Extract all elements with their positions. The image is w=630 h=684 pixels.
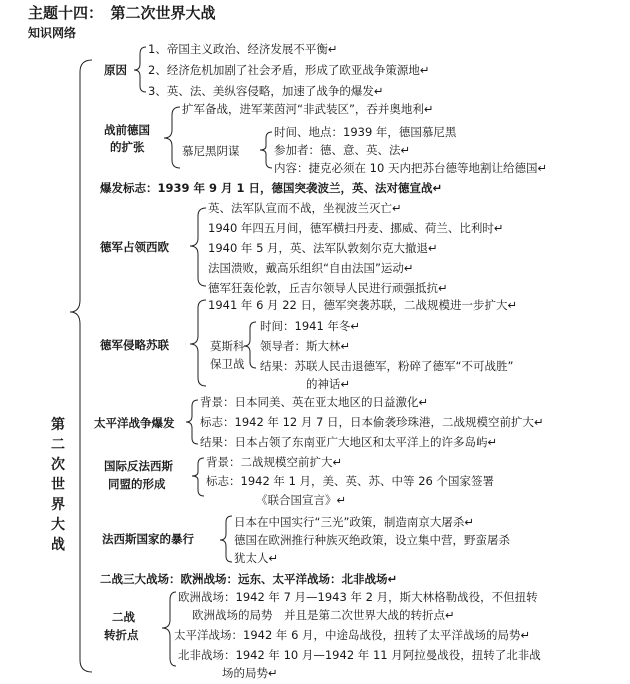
munich-item: 参加者：德、意、英、法↵ — [274, 143, 411, 157]
alliance-item: 背景：二战规模空前扩大↵ — [206, 455, 343, 469]
prewar-expansion: 扩军备战，进军莱茵河“非武装区”，吞并奥地利↵ — [182, 102, 434, 116]
cause-item: 2、经济危机加剧了社会矛盾，形成了欧亚战争策源地↵ — [148, 63, 430, 77]
west-item: 法国溃败，戴高乐组织“自由法国”运动↵ — [208, 261, 414, 275]
prewar-label-1: 战前德国 — [104, 123, 150, 137]
pacific-item: 背景：日本同美、英在亚太地区的日益激化↵ — [200, 395, 429, 409]
causes-brace — [134, 47, 146, 92]
root-char: 大 — [51, 517, 65, 533]
soviet-label: 德军侵略苏联 — [100, 338, 169, 352]
root-char: 次 — [51, 457, 65, 473]
pacific-brace — [186, 400, 198, 444]
turning-item: 欧洲战场的局势 并且是第二次世界大战的转折点↵ — [192, 608, 455, 622]
page-subtitle: 知识网络 — [28, 26, 77, 40]
root-char: 二 — [51, 437, 65, 453]
alliance-item: 标志：1942 年 1 月，美、英、苏、中等 26 个国家签署 — [206, 474, 494, 488]
prewar-label-2: 的扩张 — [110, 140, 145, 154]
west-item: 1940 年 5 月，英、法军队敦刻尔克大撤退↵ — [208, 241, 438, 255]
pacific-item: 标志：1942 年 12 月 7 日，日本偷袭珍珠港，二战规模空前扩大↵ — [200, 415, 544, 429]
alliance-item: 《联合国宣言》↵ — [256, 493, 347, 507]
prewar-brace — [164, 107, 180, 168]
atrocities-item: 德国在欧洲推行种族灭绝政策，设立集中营，野蛮屠杀 — [234, 533, 510, 547]
root-char: 战 — [51, 537, 65, 553]
causes-label: 原因 — [104, 63, 127, 77]
soviet-invasion: 1941 年 6 月 22 日，德军突袭苏联，二战规模进一步扩大↵ — [208, 298, 518, 312]
atrocities-item: 日本在中国实行“三光”政策，制造南京大屠杀↵ — [234, 515, 475, 529]
theaters-text: 二战三大战场：欧洲战场：远东、太平洋战场：北非战场↵ — [100, 572, 398, 586]
atrocities-item: 犹太人↵ — [234, 551, 279, 565]
alliance-label-1: 国际反法西斯 — [104, 459, 173, 473]
west-item: 德军狂轰伦敦，丘吉尔领导人民进行顽强抵抗↵ — [208, 281, 448, 295]
moscow-brace — [244, 322, 256, 368]
turning-item: 欧洲战场：1942 年 7 月—1943 年 2 月，斯大林格勒战役，不但扭转 — [178, 590, 538, 604]
cause-item: 3、英、法、美纵容侵略，加速了战争的爆发↵ — [148, 84, 384, 98]
turning-label-1: 二战 — [112, 610, 135, 624]
munich-item: 内容：捷克必须在 10 天内把苏台德等地割让给德国↵ — [274, 161, 548, 175]
west-brace — [190, 208, 206, 286]
munich-label: 慕尼黑阴谋 — [182, 144, 240, 158]
atrocities-label: 法西斯国家的暴行 — [102, 532, 194, 546]
moscow-item: 的神话↵ — [306, 377, 351, 391]
turning-item: 北非战场：1942 年 10 月—1942 年 11 月阿拉曼战役，扭转了北非战 — [178, 648, 541, 662]
moscow-item: 结果：苏联人民击退德军，粉碎了德军“不可战胜” — [260, 359, 514, 373]
west-label: 德军占领西欧 — [100, 240, 169, 254]
soviet-brace — [190, 300, 206, 386]
west-item: 英、法军队宣而不战，坐视波兰灭亡↵ — [208, 201, 402, 215]
west-item: 1940 年四五月间，德军横扫丹麦、挪威、荷兰、比利时↵ — [208, 221, 504, 235]
turning-item: 场的局势↵ — [222, 666, 278, 680]
turning-item: 太平洋战场：1942 年 6 月，中途岛战役，扭转了太平洋战场的局势↵ — [174, 628, 531, 642]
root-char: 第 — [51, 417, 65, 433]
alliance-brace — [192, 458, 204, 496]
root-char: 世 — [51, 477, 65, 493]
moscow-item: 领导者：斯大林↵ — [260, 339, 351, 353]
page-title: 主题十四： 第二次世界大战 — [28, 4, 216, 22]
cause-item: 1、帝国主义政治、经济发展不平衡↵ — [148, 42, 338, 56]
root-brace — [70, 60, 92, 672]
munich-item: 时间、地点：1939 年，德国慕尼黑 — [274, 125, 457, 139]
pacific-label: 太平洋战争爆发 — [94, 416, 175, 430]
atrocities-brace — [220, 516, 232, 562]
pacific-item: 结果：日本占领了东南亚广大地区和太平洋上的许多岛屿↵ — [200, 435, 498, 449]
munich-brace — [260, 132, 272, 168]
turning-label-2: 转折点 — [104, 628, 139, 642]
moscow-item: 时间：1941 年冬↵ — [260, 319, 361, 333]
root-char: 界 — [51, 497, 65, 513]
alliance-label-2: 同盟的形成 — [108, 477, 166, 491]
moscow-label-1: 莫斯科 — [210, 339, 245, 353]
outbreak-text: 爆发标志：1939 年 9 月 1 日，德国突袭波兰，英、法对德宣战↵ — [100, 181, 443, 195]
moscow-label-2: 保卫战 — [210, 357, 245, 371]
